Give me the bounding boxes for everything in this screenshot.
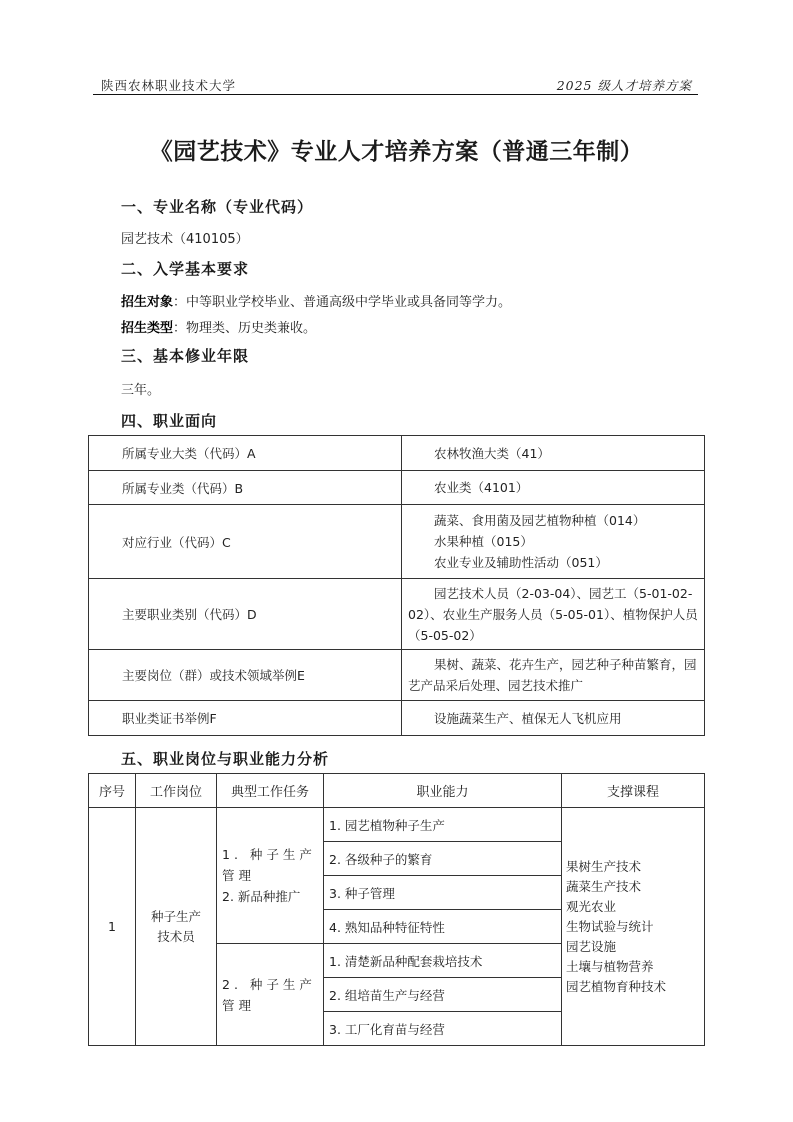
enroll-type-label: 招生类型 [121,321,174,336]
header-courses: 支撑课程 [562,774,705,808]
ability-item: 3. 工厂化育苗与经营 [324,1012,562,1046]
ability-item: 1. 园艺植物种子生产 [324,808,562,842]
entry-position: 种子生产 技术员 [136,808,217,1046]
section-heading-duration: 三、基本修业年限 [121,347,250,365]
enroll-target [121,291,511,310]
course-list: 果树生产技术 蔬菜生产技术 观光农业 生物试验与统计 园艺设施 土壤与植物营养 园艺植物育种技术 [562,808,705,1046]
industry-line: 蔬菜、食用菌及园艺植物种植（014） [434,513,646,528]
row-value: 设施蔬菜生产、植保无人飞机应用 [402,701,705,736]
row-key: 主要岗位（群）或技术领域举例E [89,650,402,701]
row-value: 果树、蔬菜、花卉生产，园艺种子种苗繁育，园艺产品采后处理、园艺技术推广 [402,650,705,701]
table-row [89,579,705,650]
section-heading-admission: 二、入学基本要求 [121,260,250,278]
industry-line: 农业专业及辅助性活动（051） [434,555,608,570]
industry-line: 水果种植（015） [434,534,533,549]
row-key: 所属专业大类（代码）A [89,436,402,471]
row-value: 农业类（4101） [402,471,705,505]
row-value: 园艺技术人员（2-03-04）、园艺工（5-01-02-02）、农业生产服务人员（5-05-01）、植物保护人员（5-05-02） [402,579,705,650]
section-heading-career-orientation: 四、职业面向 [121,412,218,430]
school-name: 陕西农林职业技术大学 [101,78,237,93]
section-heading-major-name: 一、专业名称（专业代码） [121,198,314,216]
table-row [89,436,705,471]
table-row [89,471,705,505]
row-value: 农林牧渔大类（41） [402,436,705,471]
enroll-target-label: 招生对象 [121,295,174,310]
header-position: 工作岗位 [136,774,217,808]
entry-no: 1 [89,808,136,1046]
table-row [89,650,705,701]
ability-item: 2. 各级种子的繁育 [324,842,562,876]
header-abilities: 职业能力 [324,774,562,808]
ability-analysis-table [88,773,705,1046]
row-key: 所属专业类（代码）B [89,471,402,505]
task-group: 1. 种子生产管理 2. 新品种推广 [217,808,324,944]
row-key: 主要职业类别（代码）D [89,579,402,650]
duration-text: 三年。 [121,383,161,398]
section-heading-ability-analysis: 五、职业岗位与职业能力分析 [121,750,330,768]
document-label: 2025 级人才培养方案 [556,78,692,93]
table-row [89,701,705,736]
enroll-type [121,317,316,336]
ability-item: 1. 清楚新品种配套栽培技术 [324,944,562,978]
page-title: 《园艺技术》专业人才培养方案（普通三年制） [149,139,644,165]
header-tasks: 典型工作任务 [217,774,324,808]
header-no: 序号 [89,774,136,808]
table-row [89,808,705,842]
row-key: 对应行业（代码）C [89,505,402,579]
major-name-code: 园艺技术（410105） [121,232,249,247]
career-orientation-table [88,435,705,736]
table-row [89,505,705,579]
ability-item: 4. 熟知品种特征特性 [324,910,562,944]
table-header-row [89,774,705,808]
row-key: 职业类证书举例F [89,701,402,736]
task-group: 2. 种子生产管理 [217,944,324,1046]
ability-item: 3. 种子管理 [324,876,562,910]
enroll-type-text: ：物理类、历史类兼收。 [173,321,317,336]
page-header [93,74,698,95]
enroll-target-text: ：中等职业学校毕业、普通高级中学毕业或具备同等学力。 [173,295,512,310]
ability-item: 2. 组培苗生产与经营 [324,978,562,1012]
row-value [402,505,705,579]
